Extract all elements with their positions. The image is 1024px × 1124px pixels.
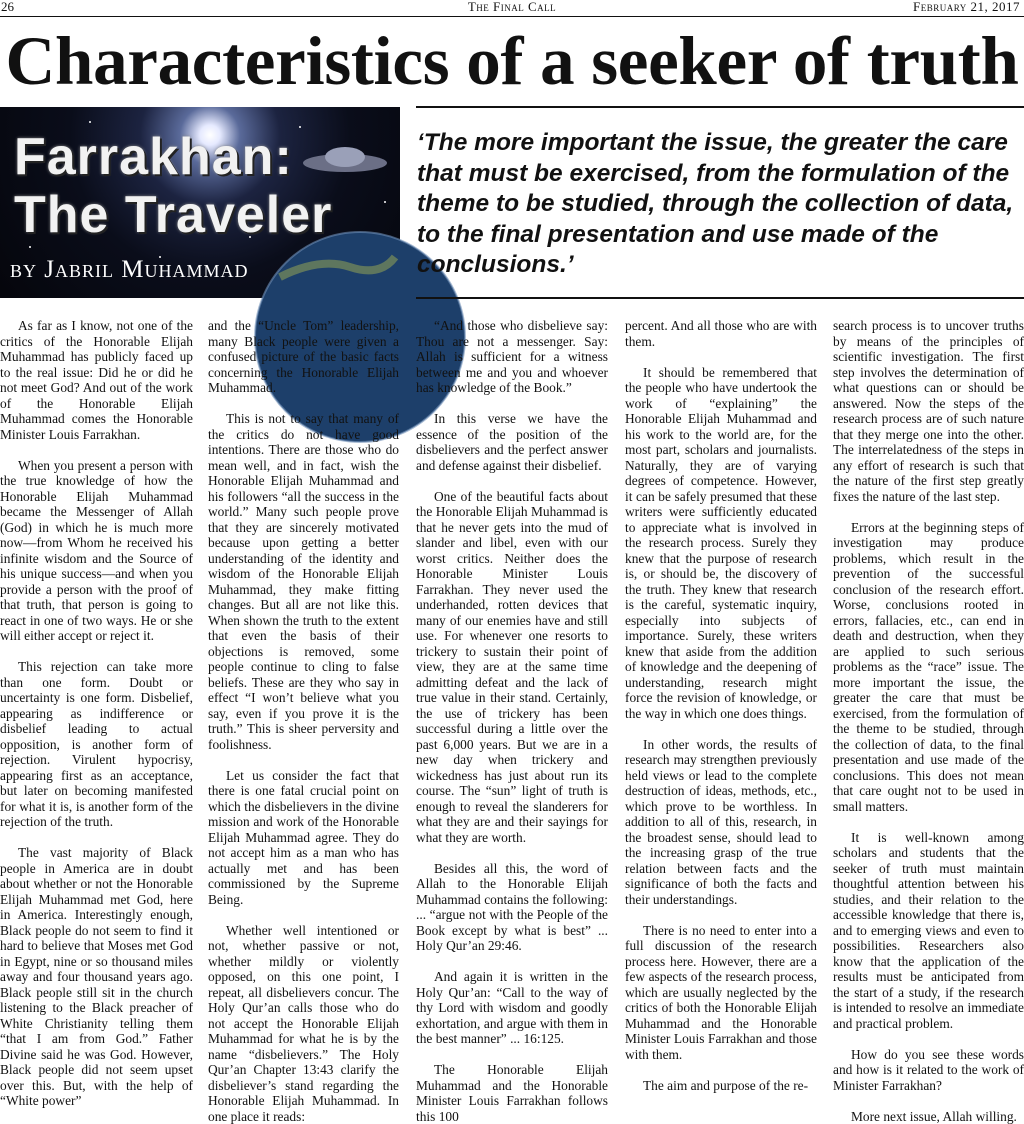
page-header bbox=[0, 0, 1024, 17]
article-column-2 bbox=[208, 318, 399, 1108]
paragraph: “And those who disbelieve say: Thou are not a messenger. Say: Allah is sufficient for a witness between me and you and whoever has knowledge of the Book.” bbox=[416, 318, 608, 396]
article-column-5 bbox=[833, 318, 1024, 1108]
paragraph: When you present a person with the true knowledge of how the Honorable Elijah Muhammad became the Messenger of Allah (God) in which he is much more now—from Whom he received his infinite wisdom and the Source of his unique success—and when you provide a person with the proof of that truth, that person is going to react in one of two ways. He or she will either accept or reject it. bbox=[0, 458, 193, 644]
page-number: 26 bbox=[1, 0, 14, 14]
paragraph: The vast majority of Black people in America are in doubt about whether or not the Honorable Elijah Muhammad met God, here in America. Interestingly enough, Black people do not seem to find it hard to believe that Moses met God in Egypt, nine or so thousand miles away and four thousand years ago. Black people still sit in the church listening to the Black preacher of White Christianity telling them “that I am from God.” Father Divine said he was God. However, Black people did not seem upset over this. But, with the help of “White power” bbox=[0, 845, 193, 1109]
paragraph: percent. And all those who are with them. bbox=[625, 318, 817, 349]
paragraph: It should be remembered that the people who have undertook the work of “explaining” the Honorable Elijah Muhammad and his work to the world are, for the most part, scholars and journalists. Naturally, they are of varying degrees of competence. However, it can be safely presumed that these writers were sufficiently educated to appreciate what is involved in the research process. Surely they knew that the purpose of research is, or should be, the discovery of the truth. They knew that research is the careful, systematic inquiry, especially into subjects of importance. Surely, these writers knew that aside from the addition of knowledge and the deepening of understanding, research might force the revision of knowledge, or the way in which one does things. bbox=[625, 365, 817, 722]
paragraph: In this verse we have the essence of the position of the disbelievers and the perfect answer and defense against their disbelief. bbox=[416, 411, 608, 473]
banner-byline: by Jabril Muhammad bbox=[10, 256, 300, 284]
paragraph: Whether well intentioned or not, whether passive or not, whether mildly or violently opposed, on this one point, I repeat, all disbelievers concur. The Holy Qur’an calls those who do not accept the Honorable Elijah Muhammad for what he is by the name “disbelievers.” The Holy Qur’an Chapter 13:43 clarify the disbeliever’s stand regarding the Honorable Elijah Muhammad. In one place it reads: bbox=[208, 923, 399, 1124]
paragraph: How do you see these words and how is it related to the work of Minister Farrakhan? bbox=[833, 1047, 1024, 1094]
paragraph: There is no need to enter into a full discussion of the research process here. However, there are a few aspects of the research process, which are usually neglected by the critics of both the Honorable Elijah Muhammad and the Honorable Minister Louis Farrakhan and those with them. bbox=[625, 923, 817, 1063]
paragraph: This rejection can take more than one form. Doubt or uncertainty is one form. Disbelief, appearing as indifference or disbelief leading to actual opposition, is another form of rejection. Virulent hypocrisy, appearing first as an acceptance, but later on becoming manifested for what it is, is another form of the rejection of the truth. bbox=[0, 659, 193, 830]
pull-quote-top-rule bbox=[416, 106, 1024, 108]
paragraph: Let us consider the fact that there is one fatal crucial point on which the disbelievers in the divine mission and work of the Honorable Elijah Muhammad agree. They do not accept him as a man who has actually met and has been commissioned by the Supreme Being. bbox=[208, 768, 399, 908]
paragraph: The Honorable Elijah Muhammad and the Honorable Minister Louis Farrakhan follows this 100 bbox=[416, 1062, 608, 1124]
article-column-1 bbox=[0, 318, 193, 1108]
paragraph: search process is to uncover truths by means of the principles of scientific investigation. The first step involves the determination of what questions can or should be answered. Now the steps of the research process are of such nature that they merge one into the other. The interrelatedness of the steps in any effort of research is such that the nature of the first step greatly fixes the nature of the last step. bbox=[833, 318, 1024, 504]
paragraph: Errors at the beginning steps of investigation may produce problems, which result in the prevention of the successful conclusion of the research effort. Worse, conclusions rooted in errors, fallacies, etc., can end in death and destruction, when they are applied to such serious problems as the “race” issue. The more important the issue, the greater the care that must be exercised, from the formulation of the theme to be studied, through the collection of data, to the final presentation and use made of the conclusions. This does not mean that care ought not to be used in small matters. bbox=[833, 520, 1024, 815]
paragraph: And again it is written in the Holy Qur’an: “Call to the way of thy Lord with wisdom and goodly exhortation, and argue with them in the best manner” ... 16:125. bbox=[416, 969, 608, 1047]
article-column-3 bbox=[416, 318, 608, 1108]
banner-title-line1: Farrakhan: bbox=[14, 129, 293, 185]
paragraph: More next issue, Allah willing. bbox=[833, 1109, 1024, 1124]
article-headline: Characteristics of a seeker of truth bbox=[0, 22, 1024, 100]
paragraph: As far as I know, not one of the critics of the Honorable Elijah Muhammad has publicly faced up to the real issue: Did he or did he not meet God? And out of the work of the Honorable Elijah Muhammad comes the Honorable Minister Louis Farrakhan. bbox=[0, 318, 193, 442]
paragraph: In other words, the results of research may strengthen previously held views or lead to the complete destruction of ideas, methods, etc., which prove to be worthless. In addition to all of this, research, in the broadest sense, should lead to the increasing grasp of the true relation between facts and the significance of both the facts and their understandings. bbox=[625, 737, 817, 908]
column-banner-image bbox=[0, 107, 400, 298]
paragraph: It is well-known among scholars and students that the seeker of truth must maintain thoughtful attention between his studies, and their relation to the accessible knowledge that there is, and to emerging views and even to possibilities. Researchers also know that the application of the results must be anticipated from the start of a study, if the research is intended to resolve an immediate and practical problem. bbox=[833, 830, 1024, 1032]
pull-quote: ‘The more important the issue, the greater the care that must be exercised, from the formulation of the theme to be studied, through the collection of data, to the final presentation and use made of the conclusions.’ bbox=[417, 128, 1021, 281]
publication-name: The Final Call bbox=[0, 0, 1024, 14]
issue-date: February 21, 2017 bbox=[913, 0, 1020, 14]
article-column-4 bbox=[625, 318, 817, 1108]
pull-quote-bottom-rule bbox=[416, 297, 1024, 299]
paragraph: This is not to say that many of the critics do not have good intentions. There are those who do mean well, and in fact, wish the Honorable Elijah Muhammad and his followers “all the success in the world.” Many such people prove that they are sincerely motivated because upon getting a better understanding of the identity and wisdom of the Honorable Elijah Muhammad, they make fitting changes. But all are not like this. When shown the truth to the extent that even the basis of their objections is removed, some people continue to cling to false beliefs. These are they who say in effect “I won’t believe what you say, even if you prove it is the truth.” This is sheer perversity and foolishness. bbox=[208, 411, 399, 752]
paragraph: and the “Uncle Tom” leadership, many Black people were given a confused picture of the basic facts concerning the Honorable Elijah Muhammad. bbox=[208, 318, 399, 396]
paragraph: Besides all this, the word of Allah to the Honorable Elijah Muhammad contains the following: ... “argue not with the People of the Book except by what is best” ... Holy Qur’an 29:46. bbox=[416, 861, 608, 954]
banner-title-line2: The Traveler bbox=[14, 187, 332, 243]
paragraph: One of the beautiful facts about the Honorable Elijah Muhammad is that he never gets into the mud of slander and libel, even with our worst critics. Neither does the Honorable Minister Louis Farrakhan. They never used the underhanded, rotten devices that many of our enemies have and still use. For whenever one resorts to trickery to sustain their point of view, they are at the same time admitting defeat and the lack of true value in their stand. Certainly, the use of trickery has been successful during a little over the past 6,000 years. But we are in a new day when trickery and wickedness has just about run its course. The “sun” light of truth is enough to reveal the slanderers for what they are and their sayings for what they are worth. bbox=[416, 489, 608, 846]
paragraph: The aim and purpose of the re- bbox=[625, 1078, 817, 1094]
